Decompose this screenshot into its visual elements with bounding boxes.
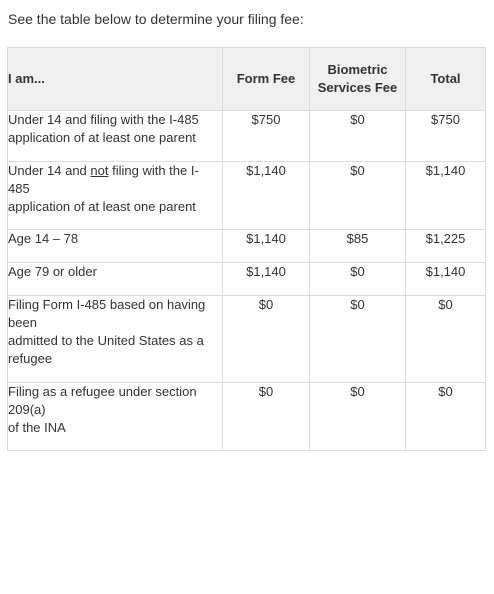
total-cell: $1,140	[406, 162, 486, 230]
condition-line: Age 14 – 78	[8, 231, 79, 246]
form-fee-cell: $1,140	[223, 230, 310, 263]
form-fee-cell: $1,140	[223, 162, 310, 230]
condition-line	[8, 162, 222, 180]
condition-line: Filing as a refugee under section	[8, 384, 197, 399]
condition-line: been	[8, 315, 37, 330]
biometric-fee-cell: $0	[310, 111, 406, 162]
condition-emphasis: not	[90, 163, 109, 178]
condition-line: Under 14 and filing with the I-485	[8, 112, 199, 127]
condition-line: admitted to the United States as a	[8, 333, 204, 348]
condition-cell	[8, 296, 223, 383]
condition-text: filing with the I-	[108, 163, 199, 178]
condition-cell	[8, 230, 223, 263]
condition-line: Age 79 or older	[8, 264, 97, 279]
condition-line: application of at least one parent	[8, 130, 196, 145]
condition-line: application of at least one parent	[8, 199, 196, 214]
table-row	[8, 383, 486, 451]
biometric-fee-cell: $0	[310, 296, 406, 383]
biometric-fee-cell: $0	[310, 162, 406, 230]
condition-line: 209(a)	[8, 402, 46, 417]
condition-line: refugee	[8, 351, 53, 366]
filing-fee-table	[7, 47, 486, 451]
header-biometric-line1: Biometric	[327, 62, 388, 77]
condition-cell	[8, 162, 223, 230]
form-fee-cell: $0	[223, 296, 310, 383]
table-row	[8, 296, 486, 383]
condition-cell	[8, 263, 223, 296]
form-fee-cell: $750	[223, 111, 310, 162]
header-i-am: I am...	[8, 48, 223, 111]
total-cell: $1,140	[406, 263, 486, 296]
condition-line: Filing Form I-485 based on having	[8, 297, 206, 312]
total-cell: $1,225	[406, 230, 486, 263]
biometric-fee-cell: $0	[310, 383, 406, 451]
table-row	[8, 263, 486, 296]
biometric-fee-cell: $85	[310, 230, 406, 263]
table-row	[8, 111, 486, 162]
table-row	[8, 162, 486, 230]
intro-text: See the table below to determine your filing fee:	[8, 11, 304, 27]
condition-line: of the INA	[8, 420, 66, 435]
total-cell: $750	[406, 111, 486, 162]
form-fee-cell: $0	[223, 383, 310, 451]
condition-line: 485	[8, 181, 30, 196]
header-biometric-fee	[310, 48, 406, 111]
biometric-fee-cell: $0	[310, 263, 406, 296]
header-form-fee: Form Fee	[223, 48, 310, 111]
condition-cell	[8, 383, 223, 451]
table-row	[8, 230, 486, 263]
condition-cell	[8, 111, 223, 162]
total-cell: $0	[406, 383, 486, 451]
total-cell: $0	[406, 296, 486, 383]
header-total: Total	[406, 48, 486, 111]
form-fee-cell: $1,140	[223, 263, 310, 296]
header-biometric-line2: Services Fee	[317, 80, 398, 95]
table-header-row	[8, 48, 486, 111]
condition-text: Under 14 and	[8, 163, 91, 178]
